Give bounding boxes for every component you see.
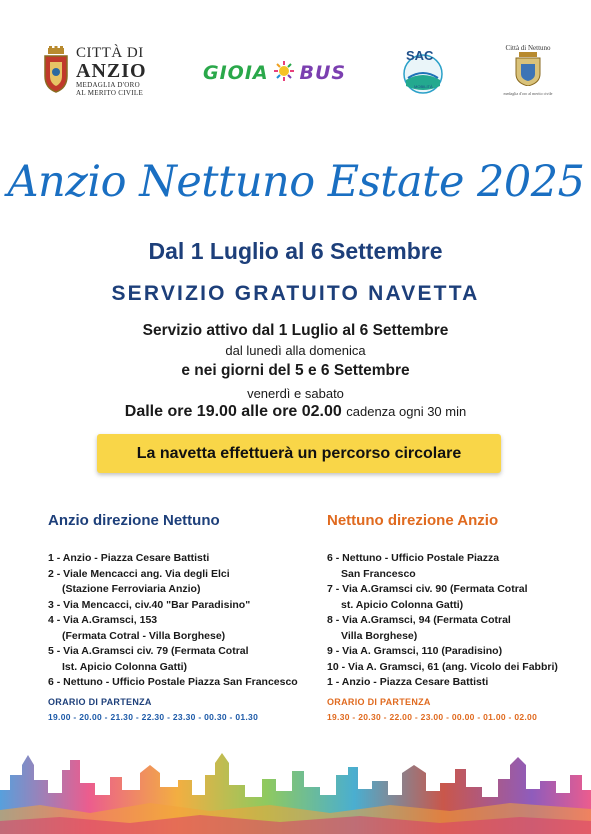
- nettuno-sub: medaglia d'oro al merito civile: [503, 91, 553, 96]
- departure-title: ORARIO DI PARTENZA: [327, 696, 431, 707]
- anzio-medal-line2: AL MERITO CIVILE: [76, 89, 144, 97]
- anzio-logo: [42, 46, 162, 102]
- info-line-4: venerdì e sabato: [247, 386, 344, 401]
- stop-line: 6 - Nettuno - Ufficio Postale Piazza San Francesco: [48, 676, 298, 688]
- stop-detail: Ist. Apicio Colonna Gatti): [62, 660, 188, 673]
- departure-title: ORARIO DI PARTENZA: [48, 696, 152, 707]
- stop-line: 1 - Anzio - Piazza Cesare Battisti: [327, 676, 489, 688]
- hours-label: Dalle ore 19.00 alle ore 02.00: [124, 403, 342, 420]
- stop-line: 6 - Nettuno - Ufficio Postale Piazza: [327, 552, 500, 564]
- service-heading: SERVIZIO GRATUITO NAVETTA: [111, 282, 480, 305]
- gioia-label: GIOIA: [203, 62, 269, 84]
- stop-detail: st. Apicio Colonna Gatti): [341, 598, 464, 611]
- skyline-illustration: [0, 735, 591, 834]
- anzio-medal-line1: MEDAGLIA D'ORO: [76, 81, 140, 89]
- info-line-3: e nei giorni del 5 e 6 Settembre: [181, 362, 410, 379]
- date-range-heading: Dal 1 Luglio al 6 Settembre: [148, 238, 443, 264]
- anzio-city-label: CITTÀ DI: [76, 45, 144, 61]
- sun-icon: [273, 60, 295, 82]
- stop-line: 9 - Via A. Gramsci, 110 (Paradisino): [327, 645, 503, 657]
- nettuno-title: Città di Nettuno: [505, 44, 551, 52]
- event-title-text: Anzio Nettuno Estate 2025: [7, 157, 585, 207]
- nettuno-logo: [498, 44, 558, 104]
- frequency-label: cadenza ogni 30 min: [346, 404, 467, 419]
- anzio-name-label: ANZIO: [76, 60, 147, 82]
- event-title: [0, 148, 591, 218]
- stop-detail: (Stazione Ferroviaria Anzio): [62, 583, 201, 595]
- stop-detail: (Fermata Cotral - Villa Borghese): [62, 629, 226, 642]
- stop-line: 5 - Via A.Gramsci civ. 79 (Fermata Cotral: [48, 645, 249, 657]
- stop-list: [327, 551, 577, 691]
- stop-line: 7 - Via A.Gramsci civ. 90 (Fermata Cotral: [327, 583, 528, 595]
- anzio-crest-icon: [42, 46, 70, 94]
- departure-times: 19.30 - 20.30 - 22.00 - 23.00 - 00.00 - 01.00 - 02.00: [327, 711, 538, 722]
- stop-line: 10 - Via A. Gramsci, 61 (ang. Vicolo dei Fabbri): [327, 660, 558, 673]
- sac-logo: [400, 48, 446, 98]
- logo-row: [0, 40, 591, 110]
- gioiabus-logo: [203, 60, 348, 94]
- info-line-2: dal lunedì alla domenica: [225, 343, 366, 358]
- circular-route-banner: La navetta effettuerà un percorso circolare: [97, 434, 501, 473]
- bus-label: BUS: [299, 62, 347, 84]
- info-line-1: Servizio attivo dal 1 Luglio al 6 Settembre: [142, 322, 449, 339]
- stop-detail: Villa Borghese): [341, 629, 418, 642]
- route-title: Anzio direzione Nettuno: [48, 512, 220, 529]
- stop-line: 1 - Anzio - Piazza Cesare Battisti: [48, 552, 210, 564]
- info-line-5: [0, 403, 591, 421]
- departure-times: 19.00 - 20.00 - 21.30 - 22.30 - 23.30 - 00.30 - 01.30: [48, 711, 259, 722]
- stop-detail: San Francesco: [341, 567, 416, 580]
- stop-line: 3 - Via Mencacci, civ.40 "Bar Paradisino": [48, 598, 251, 611]
- sac-sub: MOBILITÀ: [414, 84, 433, 89]
- stop-line: 8 - Via A.Gramsci, 94 (Fermata Cotral: [327, 614, 511, 626]
- sac-name: SAC: [406, 48, 434, 63]
- stop-line: 2 - Viale Mencacci ang. Via degli Elci: [48, 567, 230, 580]
- route-anzio-nettuno: [48, 512, 308, 722]
- stop-line: 4 - Via A.Gramsci, 153: [48, 614, 158, 626]
- route-title: Nettuno direzione Anzio: [327, 512, 499, 529]
- route-nettuno-anzio: [327, 512, 577, 722]
- stop-list: [48, 551, 308, 691]
- nettuno-crest-icon: [513, 52, 543, 86]
